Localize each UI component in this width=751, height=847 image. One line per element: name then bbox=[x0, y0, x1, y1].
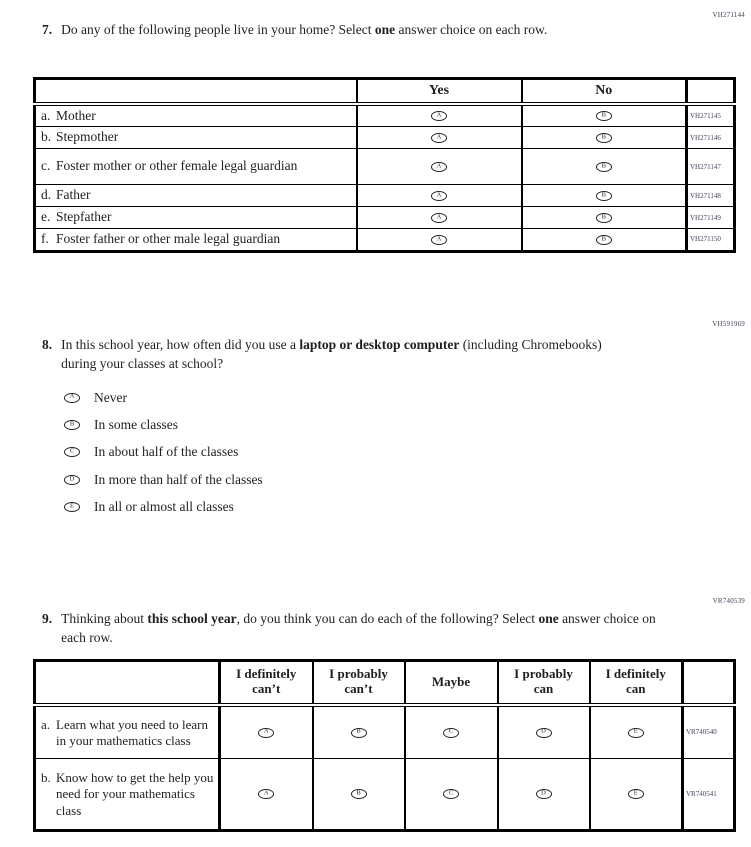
answer-bubble-no[interactable]: B bbox=[596, 235, 612, 245]
answer-bubble[interactable]: D bbox=[536, 728, 552, 738]
question-8-number: 8. bbox=[42, 337, 53, 352]
row-label: a. Mother bbox=[41, 107, 96, 123]
answer-bubble-yes[interactable]: A bbox=[431, 133, 447, 143]
q9-header-row bbox=[35, 661, 735, 705]
row-label: e. Stepfather bbox=[41, 209, 112, 225]
table-row bbox=[35, 127, 735, 149]
q8-answer-options bbox=[64, 384, 263, 521]
row-item-code: VH271149 bbox=[687, 207, 735, 229]
answer-bubble[interactable]: C bbox=[443, 789, 459, 799]
row-item-code: VH271146 bbox=[687, 127, 735, 149]
answer-bubble-no[interactable]: B bbox=[596, 191, 612, 201]
q9-header-col2: I probably can’t bbox=[313, 661, 405, 705]
row-item-code: VH271145 bbox=[687, 104, 735, 127]
answer-bubble-no[interactable]: B bbox=[596, 213, 612, 223]
question-7-text: Do any of the following people live in your home? Select one answer choice on each row. bbox=[61, 22, 548, 37]
answer-bubble-yes[interactable]: A bbox=[431, 191, 447, 201]
q9-header-empty bbox=[35, 661, 220, 705]
answer-bubble[interactable]: B bbox=[351, 728, 367, 738]
table-row bbox=[35, 705, 735, 759]
answer-bubble-yes[interactable]: A bbox=[431, 235, 447, 245]
answer-bubble[interactable]: C bbox=[443, 728, 459, 738]
item-code-q7: VH271144 bbox=[712, 11, 745, 19]
q9-header-col3: Maybe bbox=[405, 661, 498, 705]
question-9-number: 9. bbox=[42, 611, 53, 626]
question-7 bbox=[42, 21, 646, 40]
row-item-code: VR740540 bbox=[683, 705, 735, 759]
row-label: b. Know how to get the help you need for your mathematics class bbox=[41, 770, 214, 818]
answer-option bbox=[64, 494, 263, 521]
option-label: In all or almost all classes bbox=[94, 499, 234, 515]
question-9-text: Thinking about this school year, do you think you can do each of the following? Select one answer choice on each row. bbox=[61, 611, 656, 645]
answer-option bbox=[64, 466, 263, 493]
q9-header-col5: I definitely can bbox=[590, 661, 683, 705]
answer-option bbox=[64, 439, 263, 466]
question-7-number: 7. bbox=[42, 22, 53, 37]
table-row bbox=[35, 759, 735, 831]
option-label: In some classes bbox=[94, 417, 178, 433]
row-label: c. Foster mother or other female legal guardian bbox=[41, 158, 298, 174]
option-label: Never bbox=[94, 389, 127, 405]
row-label: d. Father bbox=[41, 187, 91, 203]
row-label: a. Learn what you need to learn in your mathematics class bbox=[41, 716, 208, 748]
q9-matrix-table bbox=[33, 659, 736, 832]
table-row bbox=[35, 207, 735, 229]
row-item-code: VR740541 bbox=[683, 759, 735, 831]
answer-bubble-yes[interactable]: A bbox=[431, 111, 447, 121]
option-label: In more than half of the classes bbox=[94, 471, 263, 487]
answer-bubble[interactable]: B bbox=[64, 420, 80, 430]
q9-header-col1: I definitely can’t bbox=[220, 661, 313, 705]
q7-header-code-empty bbox=[687, 79, 735, 104]
answer-bubble[interactable]: B bbox=[351, 789, 367, 799]
answer-bubble-no[interactable]: B bbox=[596, 133, 612, 143]
question-9 bbox=[42, 610, 673, 648]
answer-bubble[interactable]: A bbox=[64, 393, 80, 403]
q7-matrix-table bbox=[33, 77, 736, 253]
answer-bubble[interactable]: A bbox=[258, 789, 274, 799]
answer-bubble-no[interactable]: B bbox=[596, 111, 612, 121]
answer-bubble[interactable]: E bbox=[628, 728, 644, 738]
row-item-code: VH271150 bbox=[687, 229, 735, 252]
row-item-code: VH271147 bbox=[687, 149, 735, 185]
answer-bubble[interactable]: D bbox=[536, 789, 552, 799]
answer-bubble[interactable]: D bbox=[64, 475, 80, 485]
answer-option bbox=[64, 384, 263, 411]
row-label: f. Foster father or other male legal guardian bbox=[41, 231, 281, 246]
q7-header-row bbox=[35, 79, 735, 104]
q7-header-no: No bbox=[522, 79, 687, 104]
q9-header-code-empty bbox=[683, 661, 735, 705]
item-code-q8: VH591969 bbox=[712, 320, 745, 328]
table-row bbox=[35, 104, 735, 127]
answer-bubble-no[interactable]: B bbox=[596, 162, 612, 172]
item-code-q9: VR740539 bbox=[712, 597, 745, 605]
table-row bbox=[35, 229, 735, 252]
question-8 bbox=[42, 336, 636, 374]
answer-bubble[interactable]: E bbox=[64, 502, 80, 512]
answer-bubble[interactable]: A bbox=[258, 728, 274, 738]
table-row bbox=[35, 185, 735, 207]
answer-bubble-yes[interactable]: A bbox=[431, 213, 447, 223]
option-label: In about half of the classes bbox=[94, 444, 239, 460]
question-8-text: In this school year, how often did you use a laptop or desktop computer (including Chromebooks) during your classes at school? bbox=[61, 337, 602, 371]
table-row bbox=[35, 149, 735, 185]
answer-option bbox=[64, 411, 263, 438]
q7-header-empty bbox=[35, 79, 357, 104]
answer-bubble[interactable]: E bbox=[628, 789, 644, 799]
answer-bubble[interactable]: C bbox=[64, 447, 80, 457]
q9-header-col4: I probably can bbox=[498, 661, 590, 705]
q7-header-yes: Yes bbox=[357, 79, 522, 104]
row-label: b. Stepmother bbox=[41, 129, 119, 145]
answer-bubble-yes[interactable]: A bbox=[431, 162, 447, 172]
row-item-code: VH271148 bbox=[687, 185, 735, 207]
